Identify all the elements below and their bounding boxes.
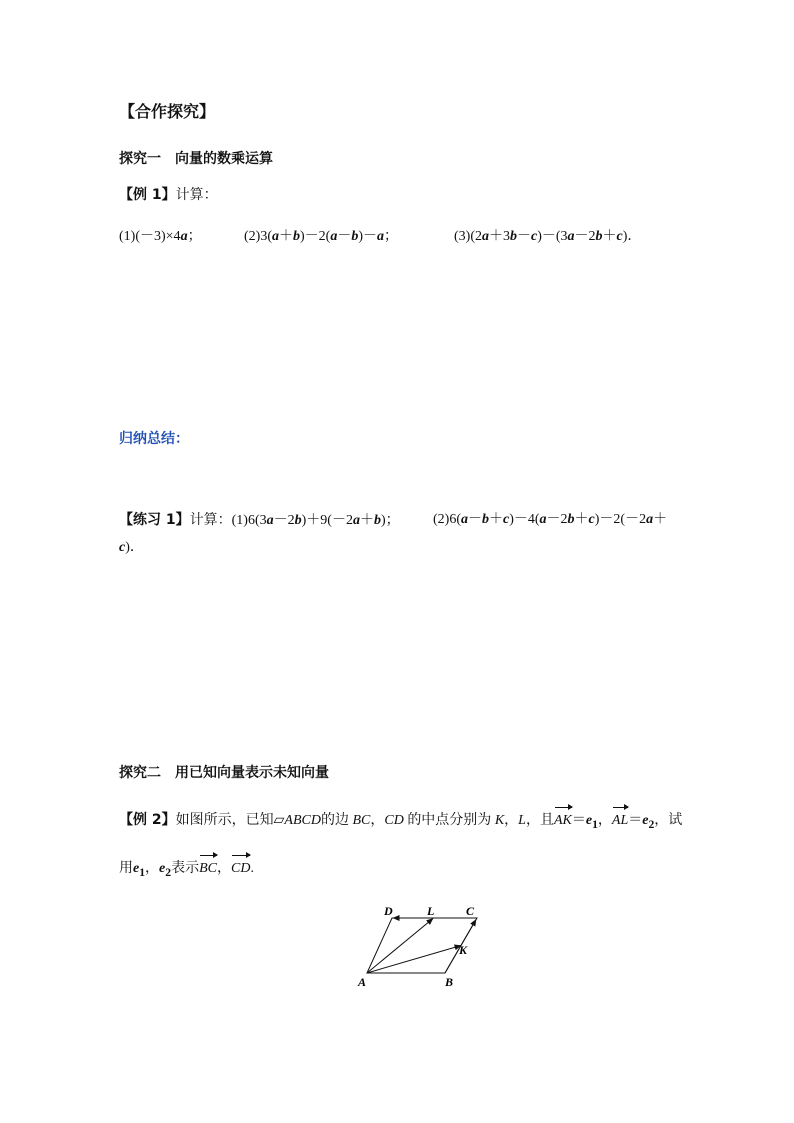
ex2-text-e: ， — [504, 812, 519, 828]
ex2-line2-b: 表示 — [171, 860, 200, 876]
ex2-sub2: 2 — [648, 817, 655, 831]
ex2-e2-b: e — [159, 861, 166, 876]
example2-line1: 【例 2】如图所示，已知▱ABCD的边 BC，CD 的中点分别为 K，L，且$AK=e_1$，$AL=e_2$，试 — [119, 812, 683, 831]
inquiry2-title: 探究二 用已知向量表示未知向量 — [119, 765, 329, 781]
ex2-e2: e — [642, 813, 649, 828]
label-a: A — [358, 975, 367, 989]
item1-text: (－3)×4 — [135, 229, 181, 244]
vector-al-arrow — [367, 919, 433, 974]
vector-cd: CD — [230, 861, 251, 876]
ex2-sub1-b: 1 — [139, 865, 146, 879]
ex2-e1-b: e — [133, 861, 140, 876]
ex2-eq2: ＝ — [628, 813, 643, 828]
summary-title: 归纳总结： — [119, 431, 189, 447]
vector-al: AL — [611, 813, 629, 828]
vector-ak: AK — [553, 813, 572, 828]
example1-item3: (3)(2a＋3b－c)－(3a－2b＋c)． — [454, 229, 642, 244]
inquiry1-title: 探究一 向量的数乘运算 — [119, 151, 273, 167]
example1-label: 【例 1】 — [119, 187, 176, 203]
example1-item1: (1)(－3)×4a； — [119, 229, 202, 244]
ex2-line2-a: 用 — [119, 860, 133, 876]
example2-label: 【例 2】 — [119, 812, 176, 828]
ex2-e1: e — [585, 813, 593, 828]
parallelogram-figure — [355, 905, 485, 990]
ex2-parallelogram: ABCD — [284, 813, 321, 828]
exercise1-item2: (2)6(a－b＋c)－4(a－2b＋c)－2(－2a＋ — [433, 512, 668, 527]
label-c: C — [466, 905, 475, 918]
item1-num: (1) — [119, 229, 136, 244]
ex1-item1-num: (1) — [231, 513, 248, 528]
section-title: 【合作探究】 — [119, 102, 216, 121]
ex2-point-l: L — [518, 813, 526, 828]
ex2-side-bc: BC — [352, 813, 371, 828]
ex2-text-f: ，且 — [525, 812, 554, 828]
exercise1-prompt: 计算： — [189, 512, 232, 528]
ex2-text-c: ， — [370, 812, 385, 828]
example1-header — [119, 186, 218, 205]
ex2-text-b: 的边 — [320, 812, 349, 828]
ex2-text-d: 的中点分别为 — [407, 812, 492, 828]
ex2-period: . — [250, 861, 254, 876]
example1-prompt: 计算： — [175, 187, 218, 203]
label-l: L — [427, 905, 435, 918]
ex2-side-cd: CD — [384, 813, 404, 828]
ex2-text-a: 如图所示，已知▱ — [175, 812, 285, 828]
ex2-sub2-b: 2 — [165, 865, 172, 879]
ex2-sub1: 1 — [592, 817, 598, 831]
label-k: K — [459, 943, 468, 957]
exercise1-label: 【练习 1】 — [119, 512, 190, 528]
item3-num: (3) — [454, 229, 471, 244]
exercise1-item1: 【练习 1】计算：(1)6(3a－2b)＋9(－2a＋b)； — [119, 512, 400, 528]
example1-item2: (2)3(a＋b)－2(a－b)－a； — [244, 229, 398, 244]
item2-num: (2) — [244, 229, 261, 244]
example2-line2: 用$e_1$，$e_2$表示BC，CD. — [119, 860, 254, 879]
ex1-item2-num: (2) — [433, 512, 450, 527]
vector-bc: BC — [199, 861, 217, 876]
exercise1-line2: c)． — [119, 540, 144, 555]
ex2-point-k: K — [494, 813, 505, 828]
ex2-eq1: ＝ — [571, 813, 586, 828]
label-b: B — [445, 975, 454, 989]
label-d: D — [384, 905, 393, 918]
ex2-text-g: ，试 — [654, 812, 683, 828]
